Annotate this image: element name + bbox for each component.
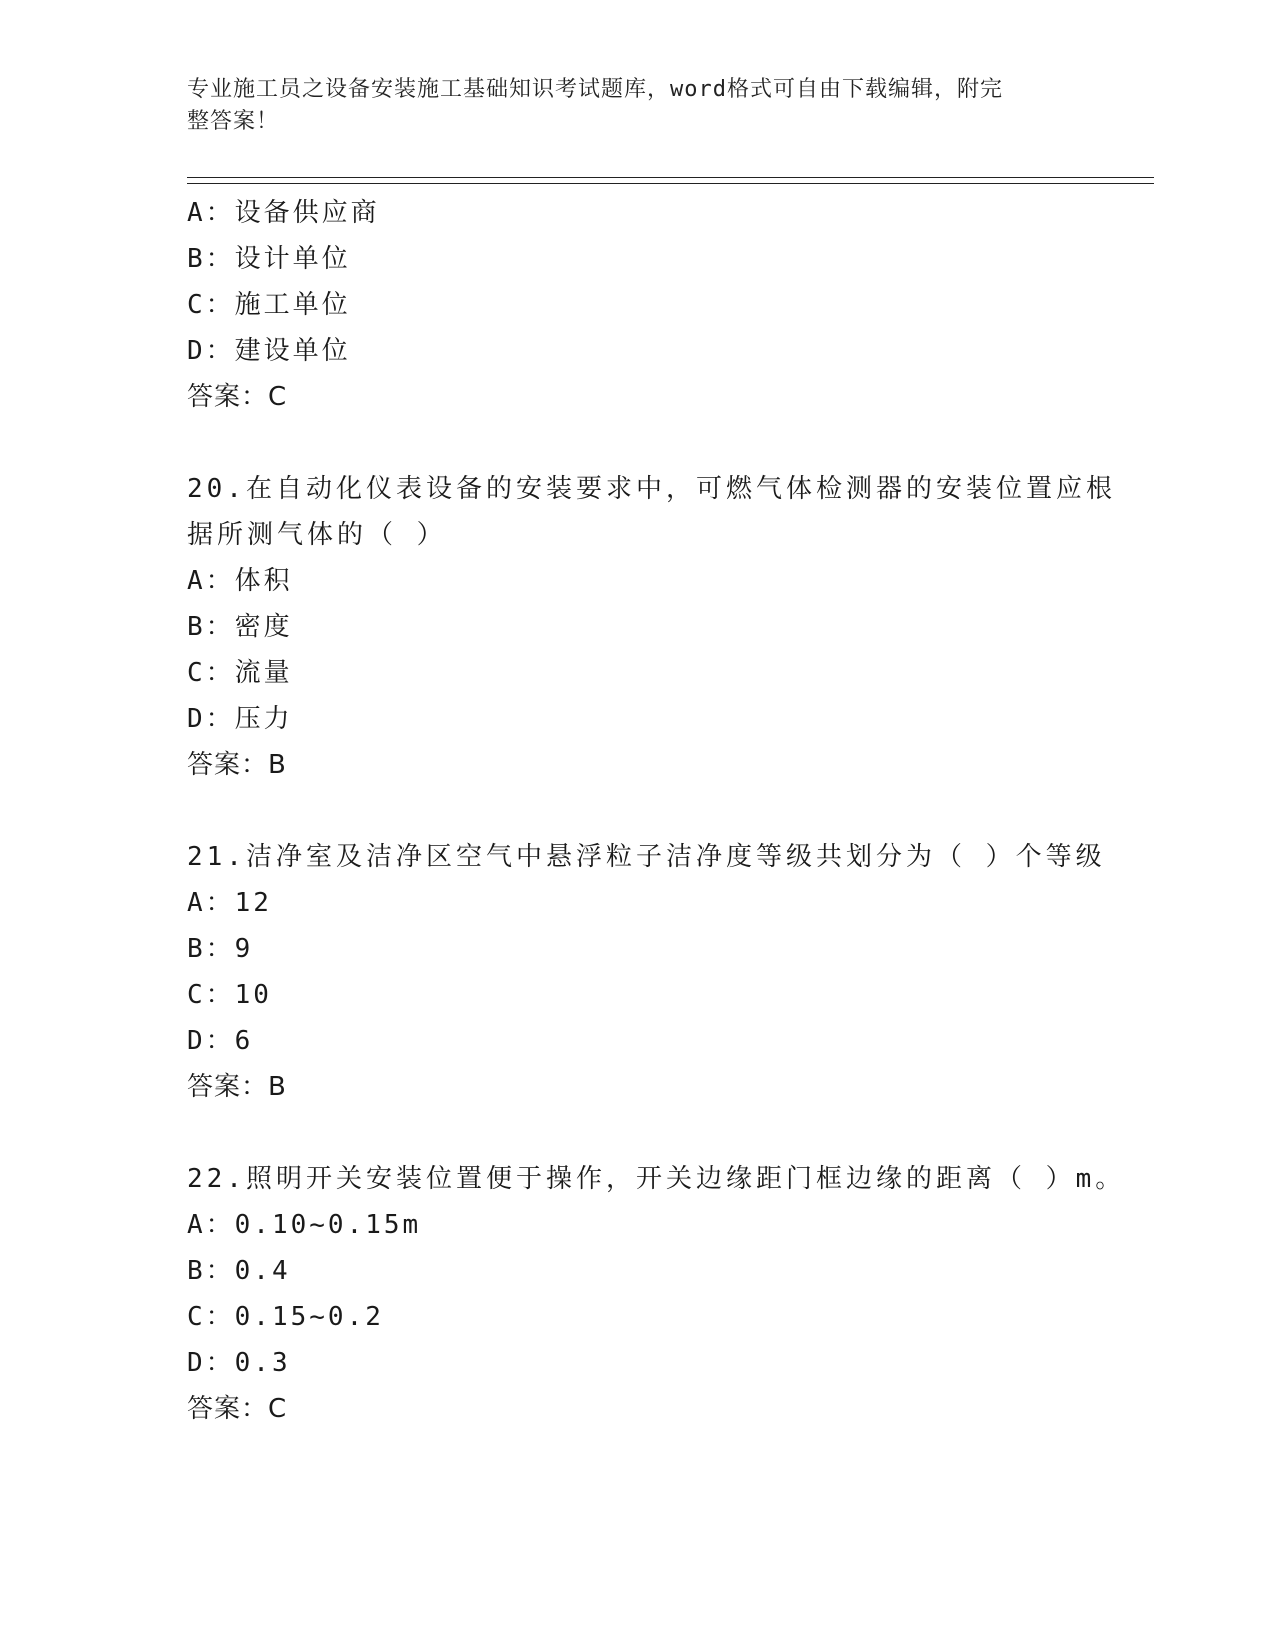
answer-line: 答案：B (187, 750, 287, 780)
question-21 (187, 834, 1106, 1110)
option-b: B：设计单位 (187, 244, 351, 274)
option-b: B：9 (187, 934, 254, 964)
option-b: B：密度 (187, 612, 293, 642)
option-a: A：设备供应商 (187, 198, 380, 228)
header-divider-top (187, 177, 1154, 178)
question-20 (187, 466, 1116, 788)
option-a: A：体积 (187, 566, 293, 596)
option-c: C：10 (187, 980, 272, 1010)
answer-line: 答案：B (187, 1072, 287, 1102)
option-c: C：流量 (187, 658, 293, 688)
question-list (187, 190, 1126, 1432)
answer-line: 答案：C (187, 382, 288, 412)
option-d: D：0.3 (187, 1348, 291, 1378)
option-c: C：0.15~0.2 (187, 1302, 384, 1332)
option-a: A：0.10~0.15m (187, 1210, 422, 1240)
header-divider-bottom (187, 183, 1154, 184)
answer-line: 答案：C (187, 1394, 288, 1424)
question-text-line-1: 21.洁净室及洁净区空气中悬浮粒子洁净度等级共划分为（ ）个等级 (187, 842, 1106, 872)
option-b: B：0.4 (187, 1256, 291, 1286)
option-d: D：压力 (187, 704, 293, 734)
question-22 (187, 1156, 1126, 1432)
option-d: D：6 (187, 1026, 254, 1056)
document-header (187, 74, 1077, 138)
option-c: C：施工单位 (187, 290, 351, 320)
option-d: D：建设单位 (187, 336, 351, 366)
question-text-line-1: 22.照明开关安装位置便于操作，开关边缘距门框边缘的距离（ ）m。 (187, 1164, 1126, 1194)
question-text-line-1: 20.在自动化仪表设备的安装要求中，可燃气体检测器的安装位置应根 (187, 474, 1116, 504)
question-text-line-2: 据所测气体的（ ） (187, 520, 447, 550)
option-a: A：12 (187, 888, 272, 918)
header-line-2: 整答案！ (187, 109, 280, 134)
question-19-continued (187, 190, 1087, 420)
header-line-1: 专业施工员之设备安装施工基础知识考试题库，word格式可自由下载编辑，附完 (187, 77, 1003, 102)
